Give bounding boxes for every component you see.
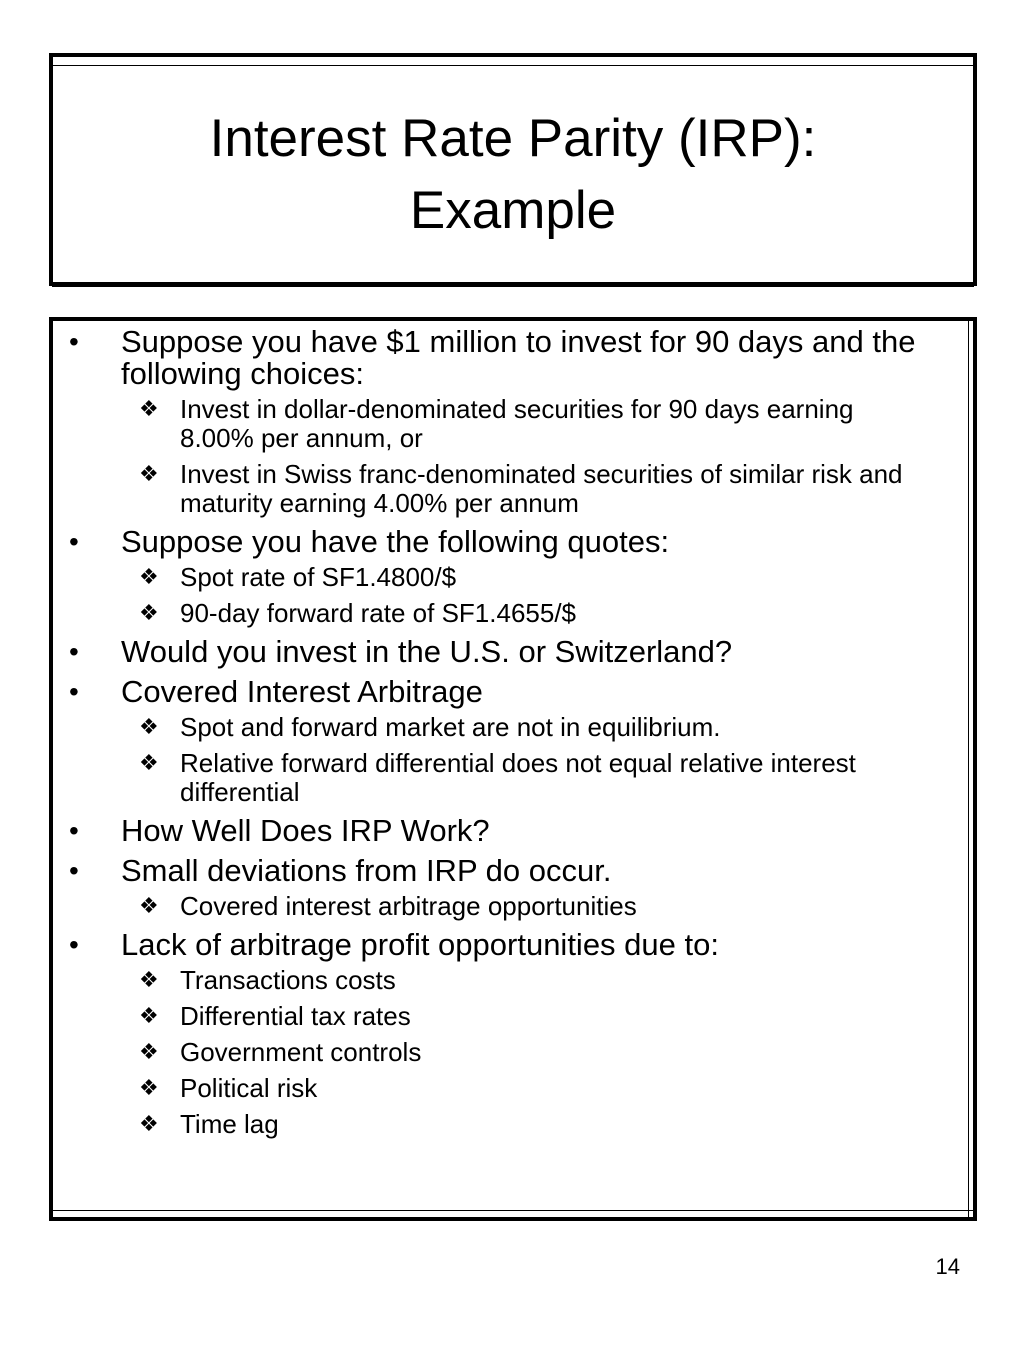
diamond-bullet-icon: ❖ [139, 1040, 159, 1065]
sub-bullet-item [53, 713, 953, 742]
sub-bullet-text: Time lag [180, 1109, 279, 1139]
sub-bullet-list [53, 395, 953, 518]
bullet-dot-icon: • [69, 676, 79, 707]
sub-bullet-text: Spot rate of SF1.4800/$ [180, 562, 457, 592]
bullet-dot-icon: • [69, 326, 79, 357]
sub-bullet-item [53, 1038, 953, 1067]
diamond-bullet-icon: ❖ [139, 601, 159, 626]
bullet-dot-icon: • [69, 929, 79, 960]
diamond-bullet-icon: ❖ [139, 397, 159, 422]
bullet-list [53, 326, 973, 1147]
sub-bullet-text: Differential tax rates [180, 1001, 411, 1031]
sub-bullet-text: Transactions costs [180, 965, 396, 995]
sub-bullet-text: Political risk [180, 1073, 318, 1103]
bullet-text: Suppose you have the following quotes: [121, 524, 670, 559]
bullet-text: Suppose you have $1 million to invest for 90 days and the following choices: [121, 324, 916, 391]
sub-bullet-item [53, 1002, 953, 1031]
sub-bullet-item [53, 460, 953, 518]
bullet-item [53, 929, 973, 1139]
sub-bullet-item [53, 966, 953, 995]
sub-bullet-item [53, 892, 953, 921]
sub-bullet-text: Relative forward differential does not equal relative interest differential [180, 748, 856, 807]
content-frame [49, 317, 977, 1221]
bullet-item [53, 326, 973, 518]
sub-bullet-list [53, 713, 953, 807]
diamond-bullet-icon: ❖ [139, 1004, 159, 1029]
page-number: 14 [935, 1254, 960, 1279]
title-frame-underline [52, 286, 974, 287]
bullet-item [53, 676, 973, 807]
bullet-item [53, 526, 973, 628]
sub-bullet-item [53, 599, 953, 628]
sub-bullet-text: Invest in dollar-denominated securities for 90 days earning 8.00% per annum, or [180, 394, 854, 453]
bullet-item [53, 815, 973, 847]
bullet-dot-icon: • [69, 855, 79, 886]
diamond-bullet-icon: ❖ [139, 462, 159, 487]
bullet-item [53, 636, 973, 668]
bullet-dot-icon: • [69, 636, 79, 667]
sub-bullet-list [53, 966, 953, 1139]
sub-bullet-list [53, 563, 953, 628]
sub-bullet-text: Invest in Swiss franc-denominated securities of similar risk and maturity earning 4.00% per annum [180, 459, 903, 518]
sub-bullet-list [53, 892, 953, 921]
sub-bullet-text: Government controls [180, 1037, 422, 1067]
sub-bullet-item [53, 395, 953, 453]
bullet-dot-icon: • [69, 526, 79, 557]
sub-bullet-item [53, 563, 953, 592]
sub-bullet-text: 90-day forward rate of SF1.4655/$ [180, 598, 577, 628]
diamond-bullet-icon: ❖ [139, 894, 159, 919]
sub-bullet-text: Covered interest arbitrage opportunities [180, 891, 637, 921]
bullet-text: How Well Does IRP Work? [121, 813, 490, 848]
diamond-bullet-icon: ❖ [139, 751, 159, 776]
title-frame [49, 53, 977, 286]
diamond-bullet-icon: ❖ [139, 715, 159, 740]
diamond-bullet-icon: ❖ [139, 565, 159, 590]
diamond-bullet-icon: ❖ [139, 968, 159, 993]
bullet-text: Small deviations from IRP do occur. [121, 853, 612, 888]
sub-bullet-text: Spot and forward market are not in equilibrium. [180, 712, 721, 742]
bullet-text: Lack of arbitrage profit opportunities due to: [121, 927, 719, 962]
sub-bullet-item [53, 1110, 953, 1139]
slide-title-line-1: Interest Rate Parity (IRP): [209, 109, 817, 168]
diamond-bullet-icon: ❖ [139, 1112, 159, 1137]
slide-title-line-2: Example [409, 181, 617, 240]
bullet-text: Covered Interest Arbitrage [121, 674, 483, 709]
diamond-bullet-icon: ❖ [139, 1076, 159, 1101]
bullet-item [53, 855, 973, 921]
sub-bullet-item [53, 749, 953, 807]
bullet-text: Would you invest in the U.S. or Switzerland? [121, 634, 733, 669]
sub-bullet-item [53, 1074, 953, 1103]
slide-title [53, 103, 973, 247]
bullet-dot-icon: • [69, 815, 79, 846]
